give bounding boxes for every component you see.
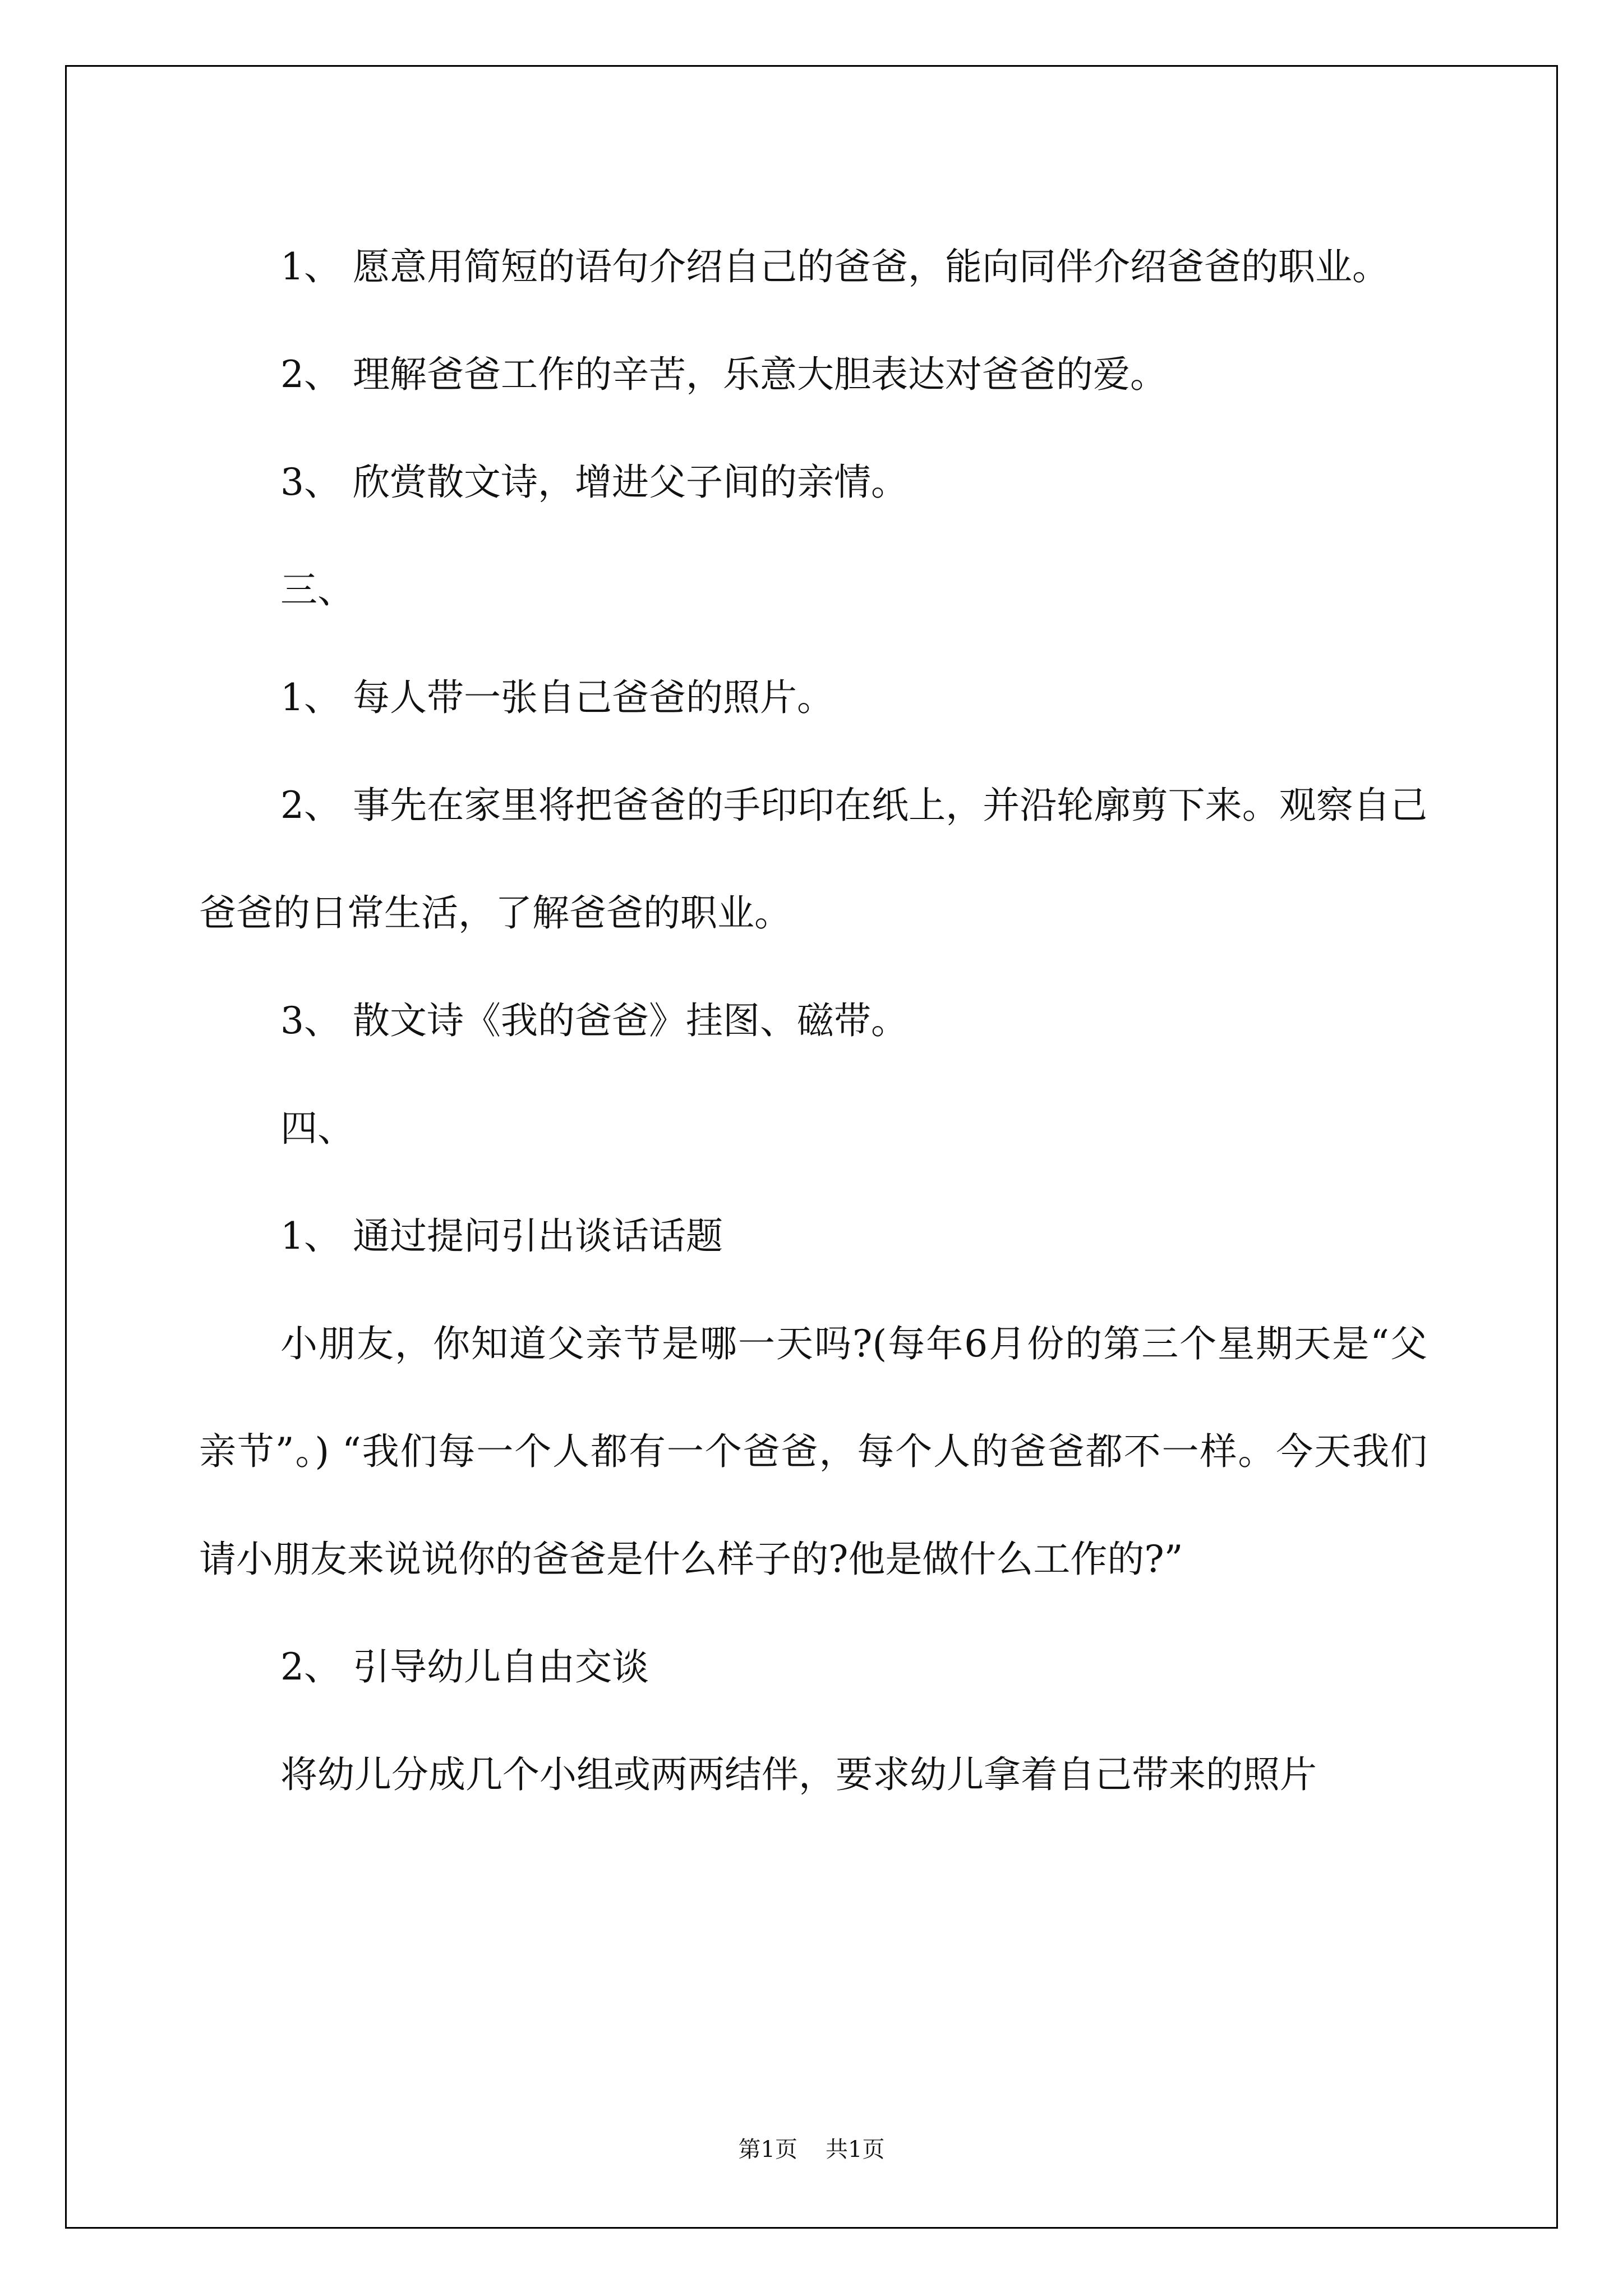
paragraph-objective-3: 3、 欣赏散文诗，增进父子间的亲情。 — [280, 461, 908, 504]
paragraph-objective-2: 2、 理解爸爸工作的辛苦，乐意大胆表达对爸爸的爱。 — [280, 353, 1167, 396]
section-heading-three: 三、 — [280, 568, 354, 611]
paragraph-step-1: 1、 通过提问引出谈话话题 — [280, 1214, 723, 1258]
paragraph-prep-3: 3、 散文诗《我的爸爸》挂图、磁带。 — [280, 999, 908, 1042]
paragraph-prep-2: 2、 事先在家里将把爸爸的手印印在纸上，并沿轮廓剪下来。观察自己爸爸的日常生活，了解爸爸的职业。 — [199, 784, 1427, 935]
page-footer — [0, 2133, 1623, 2166]
page-number-total: 共1页 — [826, 2137, 885, 2162]
paragraph-objective-1: 1、 愿意用简短的语句介绍自己的爸爸，能向同伴介绍爸爸的职业。 — [280, 245, 1389, 288]
paragraph-step-2: 2、 引导幼儿自由交谈 — [280, 1645, 649, 1688]
paragraph-prep-1: 1、 每人带一张自己爸爸的照片。 — [280, 676, 834, 719]
page-number-current: 第1页 — [738, 2137, 797, 2162]
paragraph-step-2-detail: 将幼儿分成几个小组或两两结伴，要求幼儿拿着自己带来的照片 — [280, 1753, 1317, 1796]
paragraph-step-1-detail: 小朋友，你知道父亲节是哪一天吗?(每年6月份的第三个星期天是“父亲节”。) “我们每一个人都有一个爸爸，每个人的爸爸都不一样。今天我们请小朋友来说说你的爸爸是什么样子的?他是做什么工作的?” — [199, 1322, 1427, 1581]
section-heading-four: 四、 — [280, 1107, 354, 1150]
document-body — [199, 213, 1427, 1829]
